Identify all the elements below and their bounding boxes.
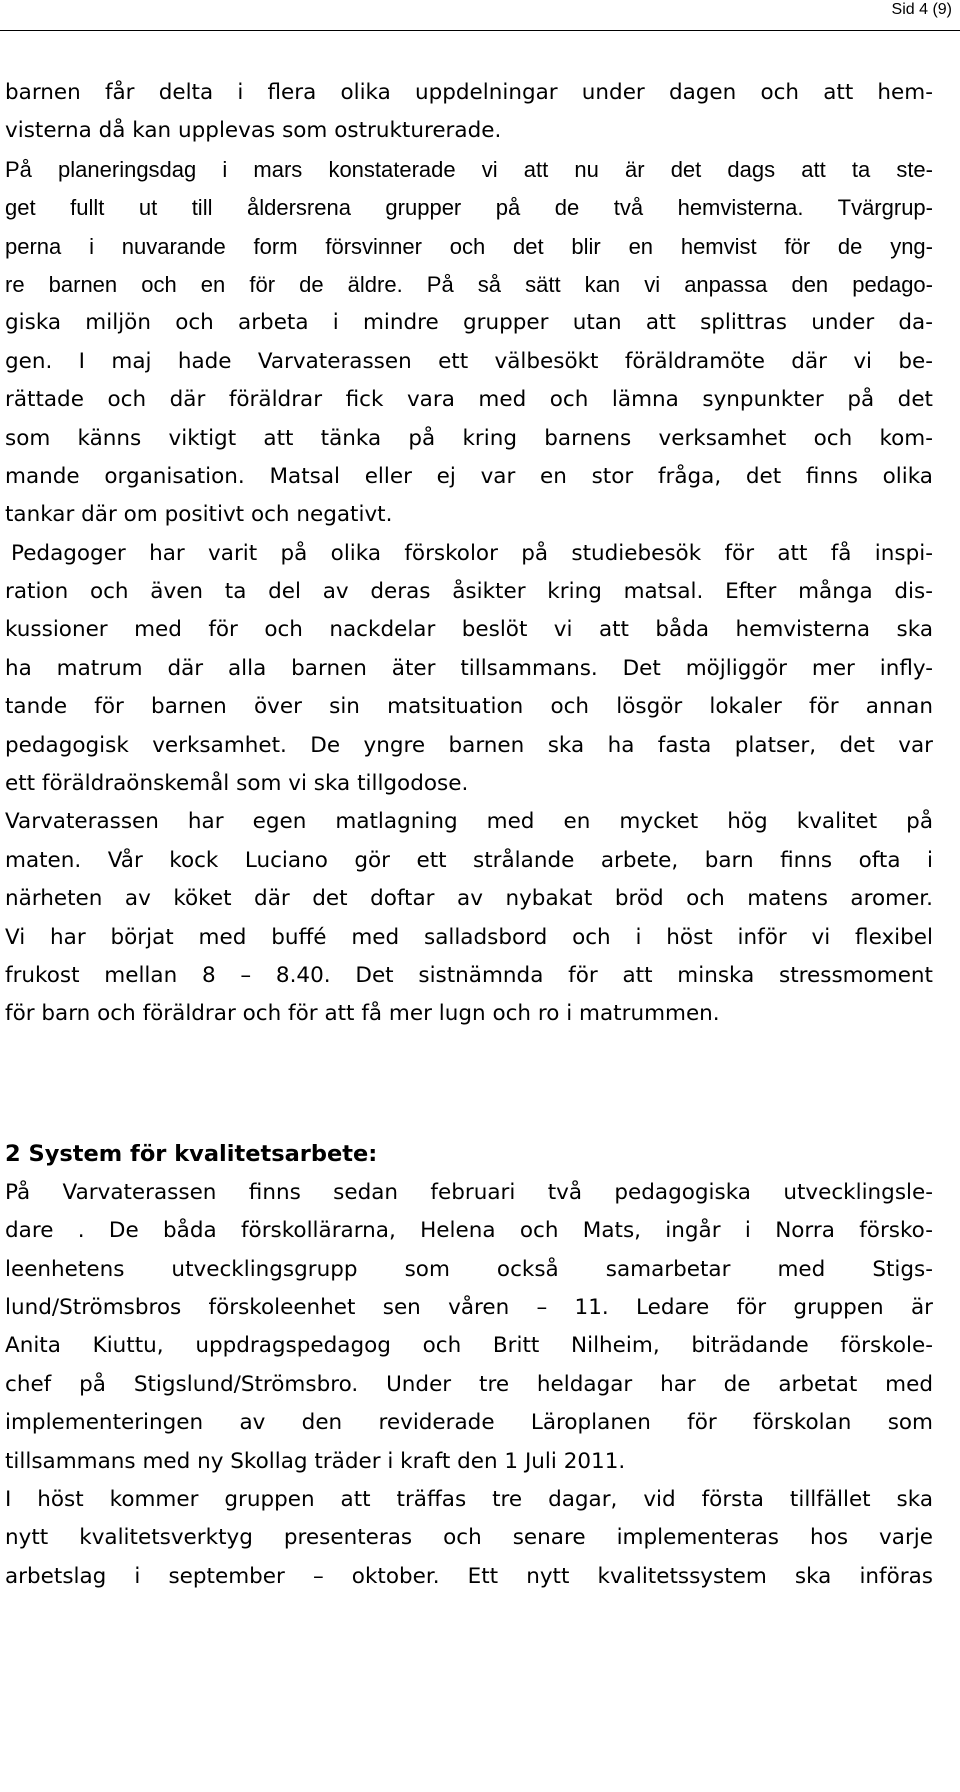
text-line: perna i nuvarande form försvinner och det blir en hemvist för de yng- <box>5 233 933 259</box>
document-body <box>5 74 933 1596</box>
text-line: implementeringen av den reviderade Läroplanen för förskolan som <box>5 1410 933 1436</box>
text-line: pedagogisk verksamhet. De yngre barnen ska ha fasta platser, det var <box>5 732 933 758</box>
text-line: visterna då kan upplevas som ostrukturerade. <box>5 118 502 144</box>
text-line: dare . De båda förskollärarna, Helena och Mats, ingår i Norra försko- <box>5 1218 933 1244</box>
text-line: I höst kommer gruppen att träffas tre dagar, vid första tillfället ska <box>5 1486 933 1512</box>
text-line: På planeringsdag i mars konstaterade vi att nu är det dags att ta ste- <box>5 156 933 182</box>
text-line: ett föräldraönskemål som vi ska tillgodose. <box>5 771 469 797</box>
text-line: rättade och där föräldrar fick vara med och lämna synpunkter på det <box>5 387 933 413</box>
text-line: re barnen och en för de äldre. På så sätt kan vi anpassa den pedago- <box>5 271 933 297</box>
text-line: nytt kvalitetsverktyg presenteras och senare implementeras hos varje <box>5 1525 933 1551</box>
text-line: Varvaterassen har egen matlagning med en mycket hög kvalitet på <box>5 809 933 835</box>
page-number: Sid 4 (9) <box>891 1 952 18</box>
text-line: Vi har börjat med buffé med salladsbord och i höst inför vi flexibel <box>5 924 933 950</box>
text-line: get fullt ut till åldersrena grupper på de två hemvisterna. Tvärgrup- <box>5 195 933 221</box>
text-line: frukost mellan 8 – 8.40. Det sistnämnda för att minska stressmoment <box>5 962 933 988</box>
text-line: tande för barnen över sin matsituation och lösgör lokaler för annan <box>5 694 933 720</box>
text-line: ha matrum där alla barnen äter tillsammans. Det möjliggör mer infly- <box>5 655 933 681</box>
text-line: chef på Stigslund/Strömsbro. Under tre heldagar har de arbetat med <box>5 1371 933 1397</box>
text-line: maten. Vår kock Luciano gör ett strålande arbete, barn finns ofta i <box>5 847 933 873</box>
text-line: närheten av köket där det doftar av nybakat bröd och matens aromer. <box>5 886 933 912</box>
section-spacer <box>5 1034 933 1134</box>
text-line: lund/Strömsbros förskoleenhet sen våren – 11. Ledare för gruppen är <box>5 1294 933 1320</box>
text-line: giska miljön och arbeta i mindre grupper utan att splittras under da- <box>5 310 933 336</box>
text-line: leenhetens utvecklingsgrupp som också samarbetar med Stigs- <box>5 1256 933 1282</box>
text-line: tillsammans med ny Skollag träder i kraft den 1 Juli 2011. <box>5 1448 626 1474</box>
text-line: arbetslag i september – oktober. Ett nytt kvalitetssystem ska införas <box>5 1563 933 1589</box>
text-line: kussioner med för och nackdelar beslöt vi att båda hemvisterna ska <box>5 617 933 643</box>
text-line: som känns viktigt att tänka på kring barnens verksamhet och kom- <box>5 425 933 451</box>
text-line: Anita Kiuttu, uppdragspedagog och Britt Nilheim, biträdande förskole- <box>5 1333 933 1359</box>
text-line: tankar där om positivt och negativt. <box>5 502 393 528</box>
text-line: barnen får delta i flera olika uppdelningar under dagen och att hem- <box>5 80 933 105</box>
text-line: gen. I maj hade Varvaterassen ett välbesökt föräldramöte där vi be- <box>5 348 933 374</box>
text-line: ration och även ta del av deras åsikter kring matsal. Efter många dis- <box>5 579 933 605</box>
section-heading: 2 System för kvalitetsarbete: <box>5 1140 378 1167</box>
text-line: mande organisation. Matsal eller ej var en stor fråga, det finns olika <box>5 463 933 489</box>
text-line: På Varvaterassen finns sedan februari två pedagogiska utvecklingsle- <box>5 1179 933 1205</box>
text-line: Pedagoger har varit på olika förskolor på studiebesök för att få inspi- <box>11 540 933 566</box>
header-rule <box>0 30 960 31</box>
text-line: för barn och föräldrar och för att få mer lugn och ro i matrummen. <box>5 1001 720 1027</box>
